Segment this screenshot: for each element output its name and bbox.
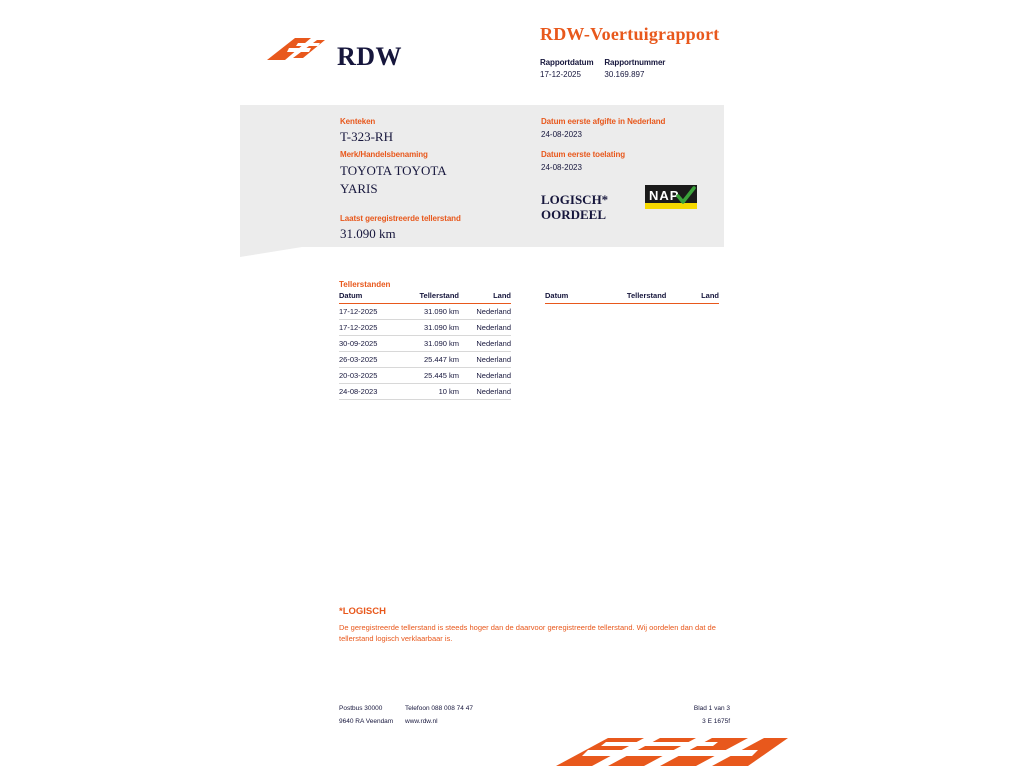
cell-tellerstand: 31.090 km	[401, 304, 459, 320]
laatst-tellerstand-label: Laatst geregistreerde tellerstand	[340, 214, 461, 223]
eerste-afgifte-label: Datum eerste afgifte in Nederland	[541, 117, 666, 126]
table-row	[339, 320, 511, 336]
column-header-land: Land	[666, 291, 719, 304]
cell-datum: 20-03-2025	[339, 368, 401, 384]
column-header-tellerstand: Tellerstand	[401, 291, 459, 304]
report-number-label: Rapportnummer	[604, 58, 666, 67]
footer-telefoon: Telefoon 088 008 74 47	[405, 705, 473, 712]
kenteken-value: T-323-RH	[340, 129, 393, 144]
footer-page-info	[620, 702, 730, 728]
rdw-arrow-logo-icon	[265, 34, 327, 64]
cell-datum: 26-03-2025	[339, 352, 401, 368]
logo-text: RDW	[337, 42, 403, 71]
kenteken-label: Kenteken	[340, 117, 376, 126]
report-date	[540, 58, 602, 79]
tellerstanden-table-right	[545, 291, 719, 304]
cell-land: Nederland	[459, 320, 511, 336]
nap-badge-label: NAP	[649, 188, 680, 203]
rdw-footer-graphic-icon	[548, 736, 788, 770]
note-body: De geregistreerde tellerstand is steeds hoger dan de daarvoor geregistreerde tellerstand. Wij oordelen dan dat de tellerstand logisch verklaarbaar is.	[339, 623, 716, 643]
rdw-logo	[265, 22, 515, 72]
report-date-value: 17-12-2025	[540, 70, 581, 79]
cell-land: Nederland	[459, 352, 511, 368]
column-header-datum: Datum	[339, 291, 401, 304]
cell-land: Nederland	[459, 336, 511, 352]
footer-code: 3 E 1675f	[702, 718, 730, 725]
report-date-label: Rapportdatum	[540, 58, 594, 67]
nap-check-icon	[675, 185, 697, 207]
cell-land: Nederland	[459, 368, 511, 384]
footer-postbus: Postbus 30000	[339, 705, 383, 712]
merk-label: Merk/Handelsbenaming	[340, 150, 428, 159]
footer-website[interactable]: www.rdw.nl	[405, 718, 438, 725]
eerste-toelating-value: 24-08-2023	[541, 163, 582, 172]
nap-badge	[645, 185, 697, 209]
cell-datum: 30-09-2025	[339, 336, 401, 352]
footer-contact	[405, 702, 525, 728]
footer-address	[339, 702, 401, 728]
table-row	[339, 352, 511, 368]
note-star: *	[339, 606, 343, 617]
cell-datum: 17-12-2025	[339, 304, 401, 320]
cell-tellerstand: 10 km	[401, 384, 459, 400]
oordeel-value: LOGISCH* OORDEEL	[541, 192, 609, 222]
tellerstanden-table-left	[339, 291, 511, 400]
page-title: RDW-Voertuigrapport	[540, 24, 720, 44]
table-header-row	[545, 291, 719, 304]
merk-value: TOYOTA TOYOTA YARIS	[340, 163, 446, 196]
tellerstanden-title: Tellerstanden	[339, 280, 391, 289]
eerste-afgifte-value: 24-08-2023	[541, 130, 582, 139]
cell-tellerstand: 25.445 km	[401, 368, 459, 384]
report-number-value: 30.169.897	[604, 70, 645, 79]
footer-blad: Blad 1 van 3	[693, 705, 730, 712]
panel-notch	[240, 247, 302, 257]
note-title	[339, 606, 386, 617]
table-row	[339, 336, 511, 352]
cell-datum: 24-08-2023	[339, 384, 401, 400]
table-row	[339, 304, 511, 320]
note-title-text: LOGISCH	[342, 606, 386, 617]
table-header-row	[339, 291, 511, 304]
cell-datum: 17-12-2025	[339, 320, 401, 336]
vehicle-summary-panel	[240, 105, 724, 247]
cell-tellerstand: 31.090 km	[401, 320, 459, 336]
report-number	[604, 58, 665, 79]
laatst-tellerstand-value: 31.090 km	[340, 226, 396, 241]
eerste-toelating-label: Datum eerste toelating	[541, 150, 626, 159]
column-header-datum: Datum	[545, 291, 608, 304]
cell-tellerstand: 25.447 km	[401, 352, 459, 368]
cell-tellerstand: 31.090 km	[401, 336, 459, 352]
table-row	[339, 384, 511, 400]
cell-land: Nederland	[459, 384, 511, 400]
footer-plaats: 9640 RA Veendam	[339, 718, 394, 725]
table-row	[339, 368, 511, 384]
column-header-tellerstand: Tellerstand	[608, 291, 667, 304]
report-meta	[540, 58, 820, 79]
cell-land: Nederland	[459, 304, 511, 320]
column-header-land: Land	[459, 291, 511, 304]
